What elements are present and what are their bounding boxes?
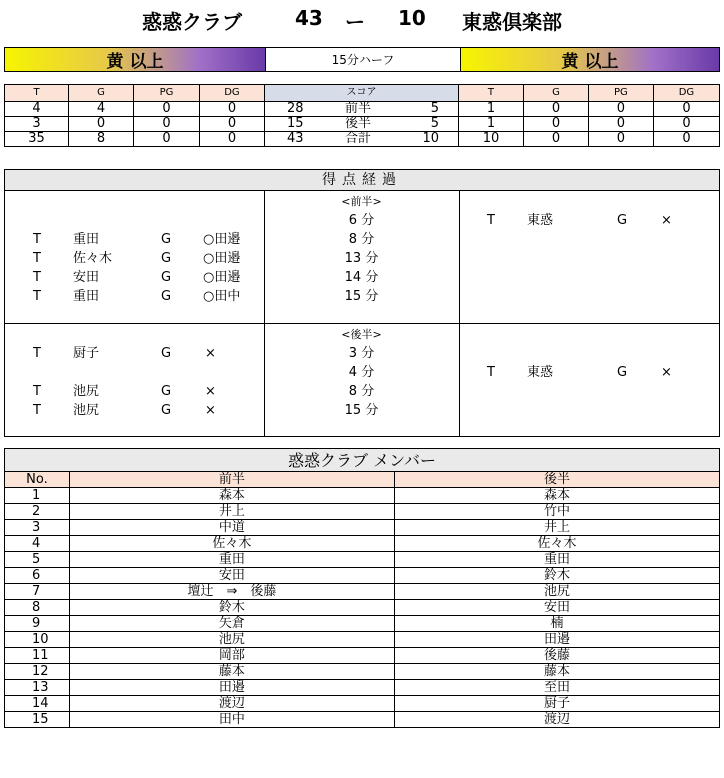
event-conversion: G <box>161 384 172 399</box>
score-cell: 0 <box>653 117 719 132</box>
table-row <box>5 696 720 712</box>
member-table-header <box>5 472 720 488</box>
event-player: 厨子 <box>73 346 100 361</box>
score-cell: 1 <box>458 102 523 117</box>
event-type: T <box>33 289 41 304</box>
first-half-player: 鈴木 <box>69 600 394 616</box>
event-time: 13 分 <box>344 251 379 266</box>
period-label: 後半 <box>344 116 371 131</box>
second-half-player: 鈴木 <box>394 568 719 584</box>
event-kicker: × <box>205 384 216 399</box>
member-table <box>4 448 720 728</box>
score-cell: 0 <box>199 102 264 117</box>
second-half-player: 竹中 <box>394 504 719 520</box>
first-half-player: 田邉 <box>69 680 394 696</box>
first-half-player: 森本 <box>69 488 394 504</box>
header-second-half: 後半 <box>394 472 719 488</box>
away-team-name: 東惑倶楽部 <box>462 10 562 34</box>
event-time: 8 分 <box>348 384 375 399</box>
period-label: 前半 <box>344 101 371 116</box>
first-half-player: 壇辻 ⇒ 後藤 <box>69 584 394 600</box>
table-row <box>5 664 720 680</box>
score-cell: 0 <box>588 132 653 147</box>
event-time: 4 分 <box>348 365 375 380</box>
event-conversion: G <box>161 403 172 418</box>
second-half-player: 井上 <box>394 520 719 536</box>
score-cell: 0 <box>133 117 199 132</box>
first-half-player: 池尻 <box>69 632 394 648</box>
progress-title: 得点経過 <box>5 170 719 191</box>
event-kicker: ○田邉 <box>203 270 241 285</box>
event-time: 3 分 <box>348 346 375 361</box>
score-summary <box>264 102 458 117</box>
member-no: 7 <box>5 584 70 600</box>
table-row <box>5 488 720 504</box>
table-row <box>5 536 720 552</box>
second-half-player: 安田 <box>394 600 719 616</box>
divider <box>459 191 460 436</box>
score-cell: 0 <box>199 117 264 132</box>
table-row <box>5 712 720 728</box>
event-time: 15 分 <box>344 289 379 304</box>
event-type: T <box>487 213 495 228</box>
table-row <box>5 600 720 616</box>
member-no: 15 <box>5 712 70 728</box>
event-type: T <box>487 365 495 380</box>
event-conversion: G <box>161 289 172 304</box>
second-half-player: 楠 <box>394 616 719 632</box>
table-row <box>5 568 720 584</box>
event-conversion: G <box>161 232 172 247</box>
home-level: 黄 以上 <box>5 48 265 71</box>
table-row <box>5 616 720 632</box>
home-points: 43 <box>286 131 304 146</box>
level-header-bar <box>4 47 720 72</box>
first-half-player: 岡部 <box>69 648 394 664</box>
header-cell: PG <box>588 85 653 102</box>
divider <box>5 323 719 324</box>
score-table-header <box>5 85 720 102</box>
score-cell: 35 <box>5 132 69 147</box>
header-cell: G <box>524 85 589 102</box>
match-title <box>0 6 724 36</box>
score-cell: 0 <box>653 102 719 117</box>
member-no: 9 <box>5 616 70 632</box>
event-type: T <box>33 384 41 399</box>
member-no: 3 <box>5 520 70 536</box>
table-row <box>5 584 720 600</box>
member-no: 6 <box>5 568 70 584</box>
score-cell: 0 <box>588 102 653 117</box>
home-score: 43 <box>295 6 323 30</box>
score-cell: 10 <box>458 132 523 147</box>
event-player: 重田 <box>73 232 100 247</box>
event-kicker: ○田邉 <box>203 232 241 247</box>
header-cell: T <box>5 85 69 102</box>
event-player: 池尻 <box>73 403 100 418</box>
home-team-name: 惑惑クラブ <box>142 10 242 34</box>
event-kicker: × <box>661 213 672 228</box>
score-cell: 4 <box>5 102 69 117</box>
event-conversion: G <box>161 270 172 285</box>
period-label: 合計 <box>344 131 371 146</box>
first-half-label: <前半> <box>341 195 382 208</box>
event-player: 佐々木 <box>73 251 113 266</box>
first-half-player: 佐々木 <box>69 536 394 552</box>
event-time: 6 分 <box>348 213 375 228</box>
member-no: 14 <box>5 696 70 712</box>
match-format: 15分ハーフ <box>265 48 461 71</box>
away-level: 黄 以上 <box>461 48 719 71</box>
table-row <box>5 520 720 536</box>
table-row <box>5 680 720 696</box>
member-no: 12 <box>5 664 70 680</box>
second-half-label: <後半> <box>341 328 382 341</box>
member-no: 10 <box>5 632 70 648</box>
score-summary <box>264 117 458 132</box>
score-cell: 0 <box>588 117 653 132</box>
member-no: 11 <box>5 648 70 664</box>
score-table <box>4 84 720 147</box>
event-time: 15 分 <box>344 403 379 418</box>
member-no: 8 <box>5 600 70 616</box>
score-cell: 0 <box>133 102 199 117</box>
score-cell: 4 <box>69 102 134 117</box>
score-dash: ー <box>345 10 365 34</box>
scoring-progress-panel <box>4 169 720 437</box>
second-half-player: 至田 <box>394 680 719 696</box>
away-points: 10 <box>422 131 439 146</box>
event-conversion: G <box>161 251 172 266</box>
first-half-player: 重田 <box>69 552 394 568</box>
event-player: 安田 <box>73 270 100 285</box>
event-kicker: × <box>661 365 672 380</box>
away-points: 5 <box>430 116 439 131</box>
header-cell: DG <box>653 85 719 102</box>
member-rows <box>5 488 720 728</box>
event-kicker: ○田中 <box>203 289 241 304</box>
score-summary <box>264 132 458 147</box>
event-player: 東惑 <box>527 365 554 380</box>
home-points: 15 <box>286 116 304 131</box>
score-cell: 0 <box>199 132 264 147</box>
table-row <box>5 632 720 648</box>
first-half-player: 藤本 <box>69 664 394 680</box>
event-conversion: G <box>617 365 628 380</box>
second-half-player: 厨子 <box>394 696 719 712</box>
member-no: 13 <box>5 680 70 696</box>
score-cell: 0 <box>69 117 134 132</box>
score-cell: 0 <box>524 102 589 117</box>
second-half-player: 池尻 <box>394 584 719 600</box>
event-time: 14 分 <box>344 270 379 285</box>
first-half-player: 渡辺 <box>69 696 394 712</box>
score-cell: 8 <box>69 132 134 147</box>
event-kicker: × <box>205 403 216 418</box>
header-cell: G <box>69 85 134 102</box>
score-cell: 0 <box>524 132 589 147</box>
first-half-player: 井上 <box>69 504 394 520</box>
member-no: 2 <box>5 504 70 520</box>
second-half-player: 森本 <box>394 488 719 504</box>
second-half-player: 渡辺 <box>394 712 719 728</box>
second-half-player: 後藤 <box>394 648 719 664</box>
score-row-total <box>5 132 720 147</box>
header-no: No. <box>5 472 70 488</box>
event-type: T <box>33 232 41 247</box>
away-score: 10 <box>398 6 426 30</box>
score-cell: 0 <box>653 132 719 147</box>
home-points: 28 <box>286 101 304 116</box>
member-no: 4 <box>5 536 70 552</box>
score-row-second-half <box>5 117 720 132</box>
event-time: 8 分 <box>348 232 375 247</box>
event-type: T <box>33 251 41 266</box>
second-half-player: 田邉 <box>394 632 719 648</box>
score-cell: 1 <box>458 117 523 132</box>
event-kicker: ○田邉 <box>203 251 241 266</box>
member-no: 1 <box>5 488 70 504</box>
score-row-first-half <box>5 102 720 117</box>
second-half-player: 藤本 <box>394 664 719 680</box>
event-type: T <box>33 403 41 418</box>
second-half-player: 重田 <box>394 552 719 568</box>
event-type: T <box>33 346 41 361</box>
first-half-player: 中道 <box>69 520 394 536</box>
event-player: 重田 <box>73 289 100 304</box>
score-cell: 0 <box>524 117 589 132</box>
event-kicker: × <box>205 346 216 361</box>
table-row <box>5 504 720 520</box>
table-row <box>5 648 720 664</box>
event-player: 東惑 <box>527 213 554 228</box>
event-player: 池尻 <box>73 384 100 399</box>
table-row <box>5 552 720 568</box>
member-table-title: 惑惑クラブ メンバー <box>5 449 720 472</box>
away-points: 5 <box>430 101 439 116</box>
header-cell: T <box>458 85 523 102</box>
second-half-player: 佐々木 <box>394 536 719 552</box>
event-type: T <box>33 270 41 285</box>
member-no: 5 <box>5 552 70 568</box>
score-cell: 0 <box>133 132 199 147</box>
first-half-player: 安田 <box>69 568 394 584</box>
header-first-half: 前半 <box>69 472 394 488</box>
first-half-player: 矢倉 <box>69 616 394 632</box>
member-table-title-row <box>5 449 720 472</box>
event-conversion: G <box>617 213 628 228</box>
header-cell: スコア <box>264 85 458 102</box>
score-cell: 3 <box>5 117 69 132</box>
header-cell: PG <box>133 85 199 102</box>
event-conversion: G <box>161 346 172 361</box>
first-half-player: 田中 <box>69 712 394 728</box>
header-cell: DG <box>199 85 264 102</box>
